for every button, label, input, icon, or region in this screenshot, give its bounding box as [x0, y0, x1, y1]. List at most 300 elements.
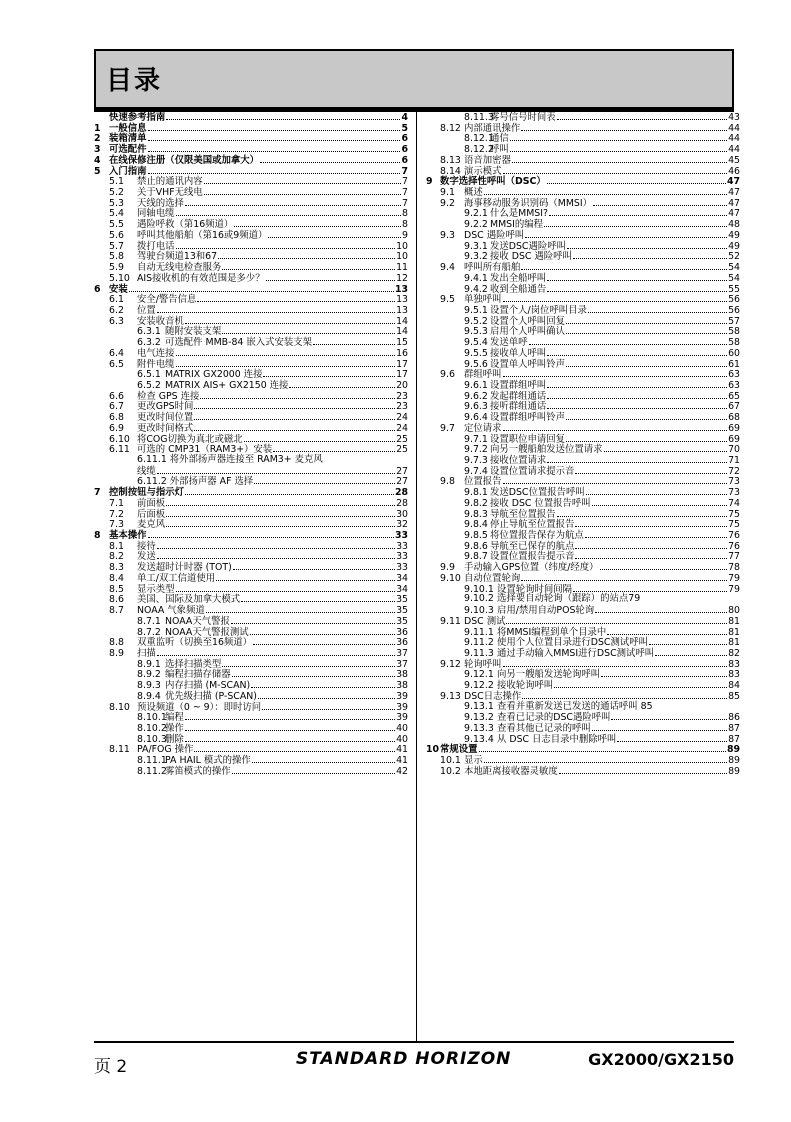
toc-entry[interactable] — [426, 284, 740, 295]
page-title: 目录 — [106, 66, 163, 96]
toc-entry-label: 电气连接 — [137, 347, 175, 359]
toc-entry-label: 将MMSI编程到单个目录中 — [497, 626, 607, 638]
toc-entry[interactable] — [94, 423, 408, 434]
toc-entry-page: 38 — [396, 680, 408, 692]
toc-entry-number: 9.8.7 — [464, 551, 488, 563]
toc-entry[interactable] — [426, 637, 740, 648]
toc-entry[interactable] — [426, 476, 740, 487]
toc-entry-number: 9.9 — [440, 562, 455, 574]
toc-entry[interactable] — [94, 284, 408, 295]
toc-entry-number: 9.12.1 — [464, 669, 494, 681]
toc-entry-page: 49 — [728, 229, 740, 241]
toc-entry-number: 8.2 — [109, 551, 124, 563]
toc-entry-number: 6.11 — [109, 444, 130, 456]
toc-entry[interactable] — [94, 476, 408, 487]
toc-entry[interactable] — [426, 359, 740, 370]
toc-entry-label: 接收 DSC 遇险呼叫 — [490, 251, 572, 263]
toc-entry[interactable] — [426, 680, 740, 691]
toc-entry[interactable] — [94, 401, 408, 412]
toc-entry[interactable] — [426, 144, 740, 155]
toc-entry-page: 56 — [728, 304, 740, 316]
toc-entry-number: 8.11.2 — [137, 765, 167, 777]
toc-entry-page: 33 — [396, 562, 408, 574]
toc-entry[interactable] — [426, 112, 740, 123]
toc-entry[interactable] — [94, 294, 408, 305]
toc-dot-leader — [251, 680, 395, 688]
toc-entry-page: 24 — [396, 412, 408, 424]
toc-entry-label: NOAA 气象频道 — [137, 605, 205, 617]
toc-entry[interactable] — [94, 702, 408, 713]
toc-entry[interactable] — [426, 755, 740, 766]
toc-entry-label: 内部通讯操作 — [464, 122, 521, 134]
toc-entry[interactable] — [94, 155, 408, 166]
toc-entry-page: 14 — [396, 315, 408, 327]
toc-entry[interactable] — [94, 348, 408, 359]
toc-entry[interactable] — [94, 541, 408, 552]
toc-entry-label: 6.11.1 将外部扬声器连接至 RAM3+ 麦克风 — [137, 454, 323, 465]
toc-entry[interactable] — [426, 530, 740, 541]
toc-dot-leader — [157, 541, 395, 549]
toc-entry[interactable] — [426, 562, 740, 573]
toc-entry-page: 17 — [396, 358, 408, 370]
toc-entry[interactable] — [426, 605, 740, 616]
toc-entry-page: 54 — [728, 272, 740, 284]
toc-dot-leader — [194, 401, 395, 409]
toc-entry[interactable] — [426, 155, 740, 166]
toc-entry-number: 9.13.4 — [464, 733, 494, 745]
column-divider — [416, 112, 417, 1041]
toc-entry[interactable] — [94, 219, 408, 230]
toc-dot-leader — [484, 187, 727, 195]
toc-entry[interactable] — [426, 466, 740, 477]
toc-entry[interactable] — [94, 659, 408, 670]
toc-entry[interactable] — [94, 466, 408, 477]
toc-dot-leader — [503, 423, 728, 431]
toc-entry[interactable] — [426, 487, 740, 498]
toc-entry-label: 发送单呼 — [490, 337, 528, 349]
toc-entry-number: 9.13 — [440, 690, 461, 702]
toc-entry-label: DSC 测试 — [464, 615, 506, 627]
toc-entry-number: 9.8.5 — [464, 530, 488, 542]
toc-entry-label: 查看其他已记录的呼叫 — [497, 722, 591, 734]
toc-entry-page: 87 — [728, 722, 740, 734]
toc-dot-leader — [232, 669, 395, 677]
toc-entry-number: 6.1 — [109, 294, 124, 306]
toc-dot-leader — [575, 466, 727, 474]
toc-entry[interactable] — [426, 659, 740, 670]
toc-entry-page: 69 — [728, 422, 740, 434]
toc-entry-label: 设置个人/岗位呼叫目录 — [490, 304, 587, 316]
toc-entry-label: 设置单人呼叫铃声 — [490, 358, 566, 370]
toc-entry-label: DSC日志操作 — [464, 690, 522, 702]
toc-entry[interactable] — [426, 691, 740, 702]
toc-entry-page: 69 — [728, 433, 740, 445]
toc-entry[interactable] — [426, 423, 740, 434]
toc-entry-number: 9.5.2 — [464, 315, 488, 327]
toc-entry-label: 定位请求 — [464, 422, 502, 434]
toc-entry-page: 20 — [396, 379, 408, 391]
toc-entry-number: 9.13.2 — [464, 712, 494, 724]
toc-entry-page: 37 — [396, 658, 408, 670]
toc-entry-label: 单独呼叫 — [464, 294, 502, 306]
toc-entry[interactable] — [426, 348, 740, 359]
toc-entry[interactable] — [426, 744, 740, 755]
toc-entry-number: 6.4 — [109, 347, 124, 359]
toc-entry-label: 美国、国际及加拿大模式 — [137, 594, 241, 606]
toc-entry[interactable] — [94, 712, 408, 723]
toc-entry[interactable] — [426, 434, 740, 445]
toc-entry[interactable] — [94, 691, 408, 702]
toc-entry-number: 9.12.2 — [464, 680, 494, 692]
toc-entry-label: 删除 — [165, 733, 184, 745]
toc-entry-number: 10 — [426, 744, 440, 756]
toc-entry-number: 9.8.4 — [464, 519, 488, 531]
toc-dot-leader — [521, 123, 727, 131]
toc-entry-number: 10.1 — [440, 755, 461, 767]
toc-entry-number: 8.8 — [109, 637, 124, 649]
toc-entry-page: 10 — [396, 251, 408, 263]
toc-entry-page: 39 — [396, 712, 408, 724]
toc-entry-number: 8.10.3 — [137, 733, 167, 745]
toc-entry-number: 9.12 — [440, 658, 461, 670]
toc-entry[interactable] — [426, 594, 740, 605]
toc-entry-page: 39 — [396, 690, 408, 702]
toc-entry-page: 33 — [396, 540, 408, 552]
toc-entry[interactable] — [94, 519, 408, 530]
toc-entry-label: 预设频道（0 ~ 9）：即时访问 — [137, 701, 262, 713]
toc-dot-leader — [148, 133, 401, 141]
toc-entry[interactable] — [94, 509, 408, 520]
toc-dot-leader — [611, 712, 727, 720]
toc-entry-page: 27 — [396, 465, 408, 477]
toc-entry-label: 通信 — [490, 133, 509, 145]
toc-entry[interactable] — [426, 669, 740, 680]
toc-entry[interactable] — [426, 551, 740, 562]
toc-dot-leader — [547, 273, 727, 281]
toc-dot-leader — [567, 241, 727, 249]
toc-dot-leader — [503, 659, 728, 667]
toc-entry[interactable] — [426, 294, 740, 305]
toc-dot-leader — [218, 251, 395, 259]
toc-entry-number: 9.11.1 — [464, 626, 494, 638]
toc-entry[interactable] — [94, 412, 408, 423]
toc-right-column — [426, 112, 740, 777]
toc-entry[interactable] — [426, 509, 740, 520]
toc-entry-page: 73 — [728, 487, 740, 499]
toc-entry[interactable] — [426, 455, 740, 466]
toc-entry-label: 同轴电缆 — [137, 208, 175, 220]
toc-entry[interactable] — [94, 637, 408, 648]
toc-entry-label: MMSI的编程 — [490, 219, 544, 231]
toc-entry[interactable] — [426, 723, 740, 734]
toc-dot-leader — [234, 219, 401, 227]
toc-entry-number: 8.9 — [109, 647, 124, 659]
toc-dot-leader — [585, 530, 727, 538]
toc-entry[interactable] — [426, 498, 740, 509]
toc-entry-page: 36 — [396, 626, 408, 638]
toc-entry-label: MATRIX AIS+ GX2150 连接 — [165, 379, 289, 391]
toc-entry[interactable] — [94, 530, 408, 541]
toc-entry[interactable] — [94, 262, 408, 273]
toc-entry-label: 查看并重新发送已发送的通话呼叫 85 — [497, 700, 653, 712]
toc-entry[interactable] — [94, 723, 408, 734]
toc-entry-label: 设置位置报告提示音 — [490, 551, 575, 563]
toc-entry[interactable] — [426, 198, 740, 209]
toc-dot-leader — [607, 627, 727, 635]
footer-page-number: 页 2 — [94, 1057, 128, 1077]
toc-entry-number: 6.2 — [109, 304, 124, 316]
toc-entry[interactable] — [94, 605, 408, 616]
toc-entry[interactable] — [94, 251, 408, 262]
toc-entry[interactable] — [426, 444, 740, 455]
toc-entry[interactable] — [426, 766, 740, 777]
toc-entry-page: 54 — [728, 262, 740, 274]
toc-entry-page: 71 — [728, 455, 740, 466]
toc-entry[interactable] — [94, 562, 408, 573]
toc-entry-label: 一般信息 — [109, 122, 147, 134]
toc-entry[interactable] — [94, 455, 408, 466]
toc-entry-number: 6.5 — [109, 358, 124, 370]
toc-entry-page: 85 — [728, 690, 740, 702]
toc-entry[interactable] — [426, 241, 740, 252]
toc-entry-number: 9.2.2 — [464, 219, 488, 231]
toc-entry[interactable] — [426, 391, 740, 402]
toc-entry[interactable] — [426, 123, 740, 134]
toc-dot-leader — [566, 316, 727, 324]
toc-entry[interactable] — [94, 391, 408, 402]
toc-entry[interactable] — [426, 262, 740, 273]
toc-entry-page: 80 — [728, 605, 740, 617]
toc-entry[interactable] — [94, 584, 408, 595]
toc-entry-page: 44 — [728, 144, 740, 156]
toc-entry[interactable] — [426, 166, 740, 177]
toc-entry-number: 10.2 — [440, 765, 461, 777]
toc-entry[interactable] — [94, 498, 408, 509]
toc-entry[interactable] — [426, 251, 740, 262]
toc-entry-label: 内存扫描 (M-SCAN) — [165, 680, 251, 692]
toc-entry-number: 9.2.1 — [464, 208, 488, 220]
toc-entry[interactable] — [426, 616, 740, 627]
toc-dot-leader — [157, 305, 395, 313]
toc-entry[interactable] — [94, 316, 408, 327]
toc-dot-leader — [554, 680, 727, 688]
toc-entry-label: 驾驶台频道13和67 — [137, 251, 218, 263]
toc-dot-leader — [241, 594, 395, 602]
toc-entry[interactable] — [94, 198, 408, 209]
toc-entry[interactable] — [94, 680, 408, 691]
toc-entry-label: 优先级扫描 (P-SCAN) — [165, 690, 257, 702]
toc-entry[interactable] — [426, 648, 740, 659]
toc-entry-page: 7 — [402, 187, 408, 199]
toc-entry-number: 3 — [94, 144, 101, 156]
toc-dot-leader — [566, 434, 727, 442]
toc-entry-number: 9.6.3 — [464, 401, 488, 413]
toc-entry[interactable] — [426, 133, 740, 144]
toc-dot-leader — [503, 369, 728, 377]
toc-entry[interactable] — [94, 241, 408, 252]
toc-entry-label: 从 DSC 日志目录中删除呼叫 — [497, 733, 617, 745]
toc-entry-label: 线缆 — [137, 465, 156, 477]
toc-dot-leader — [206, 605, 395, 613]
toc-entry-page: 89 — [728, 755, 740, 767]
toc-entry[interactable] — [94, 176, 408, 187]
toc-entry[interactable] — [426, 176, 740, 187]
toc-entry-page: 84 — [728, 680, 740, 692]
toc-entry-page: 6 — [401, 154, 408, 166]
toc-entry-number: 9.5.6 — [464, 358, 488, 370]
toc-entry-page: 42 — [396, 765, 408, 777]
toc-entry[interactable] — [426, 712, 740, 723]
toc-dot-leader — [649, 637, 727, 645]
toc-entry-label: 可选配件 MMB-84 嵌入式安装支架 — [165, 337, 313, 349]
toc-entry[interactable] — [94, 766, 408, 777]
toc-entry[interactable] — [94, 734, 408, 745]
toc-entry[interactable] — [94, 273, 408, 284]
toc-dot-leader — [176, 584, 396, 592]
toc-entry[interactable] — [94, 616, 408, 627]
toc-entry-label: 麦克风 — [137, 519, 166, 531]
toc-entry-label: 更改时间位置 — [137, 412, 194, 424]
toc-entry[interactable] — [426, 573, 740, 584]
toc-entry[interactable] — [426, 187, 740, 198]
toc-entry-page: 37 — [396, 647, 408, 659]
toc-entry-page: 24 — [396, 422, 408, 434]
toc-entry[interactable] — [94, 208, 408, 219]
toc-entry-label: 位置 — [137, 304, 156, 316]
toc-entry[interactable] — [94, 305, 408, 316]
toc-entry[interactable] — [426, 337, 740, 348]
toc-entry-label: 呼叫所有船舶 — [464, 262, 521, 274]
toc-entry[interactable] — [94, 112, 408, 123]
toc-entry-number: 9.6.1 — [464, 379, 488, 391]
toc-entry[interactable] — [426, 702, 740, 713]
toc-entry[interactable] — [94, 144, 408, 155]
toc-entry[interactable] — [426, 219, 740, 230]
toc-entry[interactable] — [94, 166, 408, 177]
toc-entry-label: 更改GPS时间 — [137, 401, 194, 413]
toc-entry[interactable] — [94, 380, 408, 391]
toc-dot-leader — [185, 723, 395, 731]
toc-entry-number: 8.7.2 — [137, 626, 161, 638]
toc-entry[interactable] — [94, 627, 408, 638]
toc-entry-label: 轮询呼叫 — [464, 658, 502, 670]
toc-entry-page: 41 — [396, 755, 408, 767]
toc-entry[interactable] — [426, 627, 740, 638]
toc-entry-label: 设置个人呼叫回复 — [490, 315, 566, 327]
toc-entry-label: 前面板 — [137, 497, 166, 509]
toc-entry-label: 更改时间格式 — [137, 422, 194, 434]
toc-entry-number: 1 — [94, 122, 101, 134]
toc-entry[interactable] — [94, 359, 408, 370]
toc-entry[interactable] — [426, 380, 740, 391]
toc-entry-number: 9.10.1 — [464, 583, 494, 595]
toc-entry-number: 6.7 — [109, 401, 124, 413]
toc-dot-leader — [547, 401, 727, 409]
toc-entry-number: 9.5.1 — [464, 304, 488, 316]
toc-entry-label: 启用/禁用自动POS轮询 — [497, 605, 595, 617]
toc-entry-page: 43 — [728, 112, 740, 123]
toc-entry-number: 8.7.1 — [137, 615, 161, 627]
toc-entry-label: 在线保修注册（仅限美国或加拿大） — [109, 154, 260, 166]
toc-entry-page: 40 — [396, 733, 408, 745]
toc-dot-leader — [544, 219, 727, 227]
toc-entry-page: 87 — [728, 733, 740, 745]
toc-dot-leader — [522, 691, 727, 699]
toc-entry-label: 设置轮询时间间隔 — [497, 583, 573, 595]
toc-entry-page: 25 — [396, 444, 408, 456]
toc-entry[interactable] — [426, 305, 740, 316]
toc-entry-page: 60 — [728, 347, 740, 359]
toc-entry-page: 58 — [728, 326, 740, 338]
toc-entry-page: 28 — [394, 487, 408, 499]
toc-entry-page: 7 — [401, 165, 408, 177]
toc-entry[interactable] — [94, 434, 408, 445]
toc-entry[interactable] — [94, 230, 408, 241]
toc-entry[interactable] — [94, 573, 408, 584]
toc-entry-label: 显示 — [464, 755, 483, 767]
toc-entry[interactable] — [94, 369, 408, 380]
toc-entry[interactable] — [426, 208, 740, 219]
toc-entry[interactable] — [94, 594, 408, 605]
toc-entry[interactable] — [426, 734, 740, 745]
toc-entry[interactable] — [94, 187, 408, 198]
toc-entry[interactable] — [426, 316, 740, 327]
toc-dot-leader — [185, 734, 395, 742]
toc-entry-page: 49 — [728, 240, 740, 252]
toc-entry-label: 安全/警告信息 — [137, 294, 197, 306]
toc-dot-leader — [641, 594, 739, 601]
toc-entry[interactable] — [426, 541, 740, 552]
toc-entry[interactable] — [94, 123, 408, 134]
toc-entry[interactable] — [426, 412, 740, 423]
toc-entry-page: 39 — [396, 701, 408, 713]
toc-entry-label: 导航至已保存的航点 — [490, 540, 575, 552]
toc-entry[interactable] — [94, 487, 408, 498]
toc-entry-number: 5.3 — [109, 197, 124, 209]
toc-entry-label: 入门指南 — [109, 165, 147, 177]
toc-entry[interactable] — [426, 273, 740, 284]
toc-entry-number: 9.5.3 — [464, 326, 488, 338]
toc-entry[interactable] — [94, 648, 408, 659]
toc-dot-leader — [557, 112, 727, 120]
toc-entry[interactable] — [94, 326, 408, 337]
toc-entry[interactable] — [94, 133, 408, 144]
toc-entry[interactable] — [94, 755, 408, 766]
toc-dot-leader — [232, 766, 395, 774]
toc-entry[interactable] — [94, 551, 408, 562]
toc-entry[interactable] — [426, 326, 740, 337]
toc-entry-page: 46 — [728, 165, 740, 177]
toc-entry-number: 9.6 — [440, 369, 455, 381]
toc-entry-label: 设置位置请求提示音 — [490, 465, 575, 477]
toc-entry[interactable] — [94, 669, 408, 680]
toc-dot-leader — [525, 230, 727, 238]
toc-entry-page: 57 — [728, 315, 740, 327]
toc-entry-number: 8.12.1 — [464, 133, 494, 145]
toc-entry-page: 78 — [728, 562, 740, 574]
toc-entry-page: 27 — [396, 476, 408, 488]
toc-entry-number: 8.11.1 — [137, 755, 167, 767]
toc-entry-number: 9.8.3 — [464, 508, 488, 520]
toc-entry[interactable] — [426, 519, 740, 530]
toc-entry-page: 77 — [728, 551, 740, 563]
toc-entry-page: 79 — [728, 583, 740, 595]
toc-entry[interactable] — [426, 401, 740, 412]
toc-entry[interactable] — [94, 744, 408, 755]
toc-entry[interactable] — [426, 230, 740, 241]
toc-entry[interactable] — [94, 337, 408, 348]
toc-entry[interactable] — [426, 369, 740, 380]
